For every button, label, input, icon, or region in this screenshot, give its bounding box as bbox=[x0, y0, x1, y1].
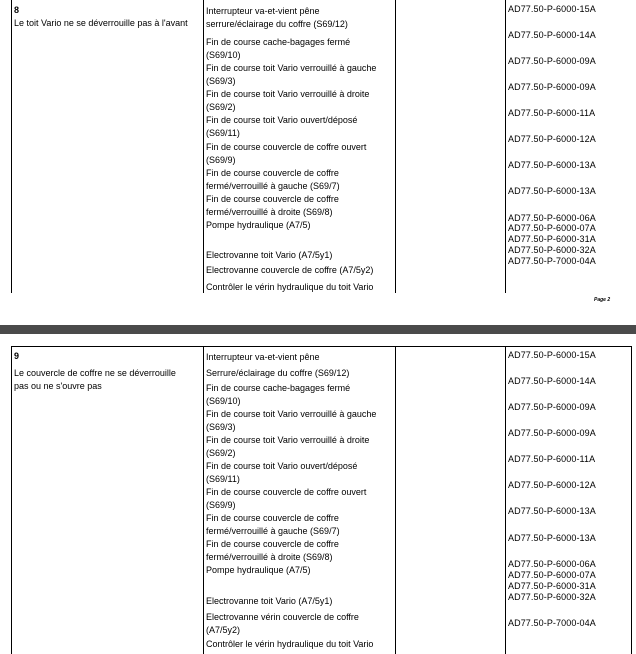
col-line bbox=[203, 346, 204, 654]
reference-code: AD77.50-P-6000-13A bbox=[508, 160, 596, 170]
fault-number: 8 bbox=[14, 5, 20, 15]
reference-code: AD77.50-P-6000-09A bbox=[508, 428, 596, 438]
reference-code: AD77.50-P-6000-14A bbox=[508, 376, 596, 386]
component-line: Contrôler le vérin hydraulique du toit Vario bbox=[206, 639, 374, 649]
reference-code: AD77.50-P-6000-32A bbox=[508, 592, 596, 602]
component-line: (S69/2) bbox=[206, 448, 236, 458]
component-line: serrure/éclairage du coffre (S69/12) bbox=[206, 19, 348, 29]
component-line: (S69/11) bbox=[206, 128, 240, 138]
component-line: Fin de course toit Vario verrouillé à droite bbox=[206, 89, 370, 99]
component-line: Interrupteur va-et-vient pêne bbox=[206, 352, 320, 362]
component-line: Electrovanne couvercle de coffre (A7/5y2) bbox=[206, 265, 374, 275]
component-line: Fin de course cache-bagages fermé bbox=[206, 383, 351, 393]
component-line: Electrovanne toit Vario (A7/5y1) bbox=[206, 250, 333, 260]
component-line: (S69/2) bbox=[206, 102, 236, 112]
component-line: (S69/10) bbox=[206, 50, 241, 60]
component-line: Fin de course cache-bagages fermé bbox=[206, 37, 351, 47]
component-line: Electrovanne toit Vario (A7/5y1) bbox=[206, 596, 333, 606]
component-line: Fin de course couvercle de coffre bbox=[206, 539, 339, 549]
component-line: Fin de course toit Vario verrouillé à gauche bbox=[206, 63, 377, 73]
component-line: Fin de course toit Vario verrouillé à gauche bbox=[206, 409, 377, 419]
component-line: Fin de course toit Vario ouvert/déposé bbox=[206, 461, 358, 471]
component-line: Pompe hydraulique (A7/5) bbox=[206, 565, 311, 575]
component-line: Fin de course couvercle de coffre bbox=[206, 194, 339, 204]
reference-code: AD77.50-P-6000-07A bbox=[508, 223, 596, 233]
reference-code: AD77.50-P-7000-04A bbox=[508, 256, 596, 266]
component-line: Fin de course toit Vario ouvert/déposé bbox=[206, 115, 358, 125]
component-line: (S69/9) bbox=[206, 500, 236, 510]
reference-code: AD77.50-P-6000-14A bbox=[508, 30, 596, 40]
component-line: Fin de course couvercle de coffre bbox=[206, 168, 339, 178]
page-separator bbox=[0, 325, 636, 334]
fault-description: Le toit Vario ne se déverrouille pas à l'avant bbox=[14, 18, 188, 28]
reference-code: AD77.50-P-6000-06A bbox=[508, 559, 596, 569]
table-top-border bbox=[11, 346, 632, 347]
reference-code: AD77.50-P-6000-06A bbox=[508, 213, 596, 223]
component-line: Serrure/éclairage du coffre (S69/12) bbox=[206, 368, 350, 378]
component-line: (A7/5y2) bbox=[206, 625, 241, 635]
col-line bbox=[505, 346, 506, 654]
fault-number: 9 bbox=[14, 351, 20, 361]
reference-code: AD77.50-P-6000-12A bbox=[508, 480, 596, 490]
reference-code: AD77.50-P-7000-04A bbox=[508, 618, 596, 628]
reference-code: AD77.50-P-6000-09A bbox=[508, 82, 596, 92]
reference-code: AD77.50-P-6000-32A bbox=[508, 245, 596, 255]
col-line bbox=[631, 346, 632, 654]
component-line: (S69/3) bbox=[206, 76, 236, 86]
fault-description: Le couvercle de coffre ne se déverrouille bbox=[14, 368, 176, 378]
component-line: fermé/verrouillé à droite (S69/8) bbox=[206, 207, 333, 217]
component-line: Fin de course couvercle de coffre ouvert bbox=[206, 142, 367, 152]
reference-code: AD77.50-P-6000-31A bbox=[508, 234, 596, 244]
component-line: Pompe hydraulique (A7/5) bbox=[206, 220, 311, 230]
component-line: (S69/9) bbox=[206, 155, 236, 165]
col-line bbox=[11, 0, 12, 293]
col-line bbox=[203, 0, 204, 293]
component-line: (S69/11) bbox=[206, 474, 240, 484]
col-line bbox=[11, 346, 12, 654]
col-line bbox=[505, 0, 506, 293]
component-line: fermé/verrouillé à gauche (S69/7) bbox=[206, 526, 340, 536]
col-line bbox=[395, 346, 396, 654]
reference-code: AD77.50-P-6000-09A bbox=[508, 402, 596, 412]
fault-description: pas ou ne s'ouvre pas bbox=[14, 381, 102, 391]
component-line: fermé/verrouillé à gauche (S69/7) bbox=[206, 181, 340, 191]
reference-code: AD77.50-P-6000-11A bbox=[508, 108, 596, 118]
reference-code: AD77.50-P-6000-15A bbox=[508, 350, 596, 360]
component-line: Contrôler le vérin hydraulique du toit Vario bbox=[206, 282, 374, 292]
component-line: fermé/verrouillé à droite (S69/8) bbox=[206, 552, 333, 562]
reference-code: AD77.50-P-6000-07A bbox=[508, 570, 596, 580]
component-line: Interrupteur va-et-vient pêne bbox=[206, 6, 320, 16]
component-line: Fin de course toit Vario verrouillé à droite bbox=[206, 435, 370, 445]
reference-code: AD77.50-P-6000-13A bbox=[508, 533, 596, 543]
component-line: (S69/10) bbox=[206, 396, 241, 406]
reference-code: AD77.50-P-6000-31A bbox=[508, 581, 596, 591]
component-line: Electrovanne vérin couvercle de coffre bbox=[206, 612, 359, 622]
col-line bbox=[395, 0, 396, 293]
reference-code: AD77.50-P-6000-12A bbox=[508, 134, 596, 144]
reference-code: AD77.50-P-6000-15A bbox=[508, 4, 596, 14]
reference-code: AD77.50-P-6000-13A bbox=[508, 506, 596, 516]
component-line: Fin de course couvercle de coffre ouvert bbox=[206, 487, 367, 497]
component-line: Fin de course couvercle de coffre bbox=[206, 513, 339, 523]
reference-code: AD77.50-P-6000-11A bbox=[508, 454, 596, 464]
component-line: (S69/3) bbox=[206, 422, 236, 432]
reference-code: AD77.50-P-6000-09A bbox=[508, 56, 596, 66]
page-number: Page 2 bbox=[594, 297, 611, 303]
reference-code: AD77.50-P-6000-13A bbox=[508, 186, 596, 196]
